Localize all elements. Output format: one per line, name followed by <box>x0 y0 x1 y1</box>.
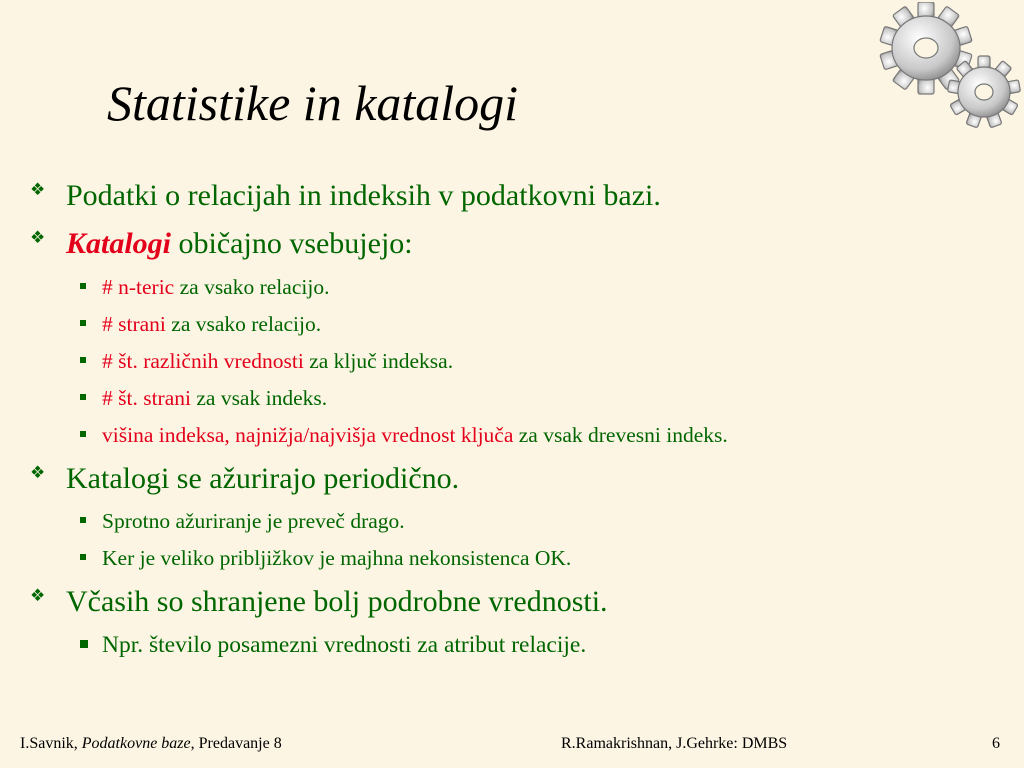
diamond-bullet-icon: ❖ <box>30 463 46 482</box>
bullet-level2 <box>80 632 586 659</box>
bullet-text: za vsak indeks. <box>190 386 328 410</box>
square-bullet-icon <box>80 357 86 363</box>
square-bullet-icon <box>80 554 86 560</box>
footer-course: Podatkovne baze <box>81 735 191 752</box>
bullet-text: Ker je veliko pribljižkov je majhna nekonsistenca OK. <box>102 546 572 570</box>
bullet-text: Npr. število posamezni vrednosti za atribut relacije. <box>102 632 587 658</box>
square-bullet-icon <box>80 283 86 289</box>
keyword-katalogi: Katalogi <box>66 227 172 260</box>
bullet-text: Katalogi se ažurirajo periodično. <box>66 462 460 495</box>
bullet-level2 <box>80 349 453 374</box>
bullet-level2 <box>80 509 405 534</box>
diamond-bullet-icon: ❖ <box>30 586 46 605</box>
bullet-text: za ključ indeksa. <box>303 349 454 373</box>
slide-title: Statistike in katalogi <box>107 75 519 131</box>
bullet-highlight: višina indeksa, najnižja/najvišja vrednost ključa <box>102 423 514 447</box>
footer-author: I.Savnik, Podatkovne baze, Predavanje 8 <box>20 735 282 752</box>
square-bullet-icon <box>80 320 86 326</box>
diamond-bullet-icon: ❖ <box>30 228 46 247</box>
diamond-bullet-icon: ❖ <box>30 180 46 199</box>
bullet-text: za vsako relacijo. <box>174 275 330 299</box>
square-bullet-icon <box>80 394 86 400</box>
bullet-level2 <box>80 423 728 448</box>
bullet-text: običajno vsebujejo: <box>171 227 413 260</box>
square-bullet-icon <box>80 517 86 523</box>
bullet-text: za vsak drevesni indeks. <box>513 423 728 447</box>
bullet-level1 <box>30 585 608 619</box>
bullet-level2 <box>80 386 327 411</box>
footer-source: R.Ramakrishnan, J.Gehrke: DMBS <box>561 735 788 752</box>
bullet-level2 <box>80 275 329 300</box>
bullet-highlight: # strani <box>102 312 166 336</box>
bullet-text: za vsako relacijo. <box>165 312 322 336</box>
bullet-text: Podatki o relacijah in indeksih v podatkovni bazi. <box>66 179 661 212</box>
bullet-level2 <box>80 546 571 571</box>
gears-icon <box>860 2 1024 132</box>
bullet-highlight: # št. različnih vrednosti <box>102 349 304 373</box>
bullet-level1 <box>30 462 459 496</box>
bullet-text: Sprotno ažuriranje je preveč drago. <box>102 509 405 533</box>
square-bullet-icon <box>80 640 88 648</box>
square-bullet-icon <box>80 431 86 437</box>
bullet-text: Včasih so shranjene bolj podrobne vrednosti. <box>66 585 608 618</box>
bullet-highlight: # št. strani <box>102 386 191 410</box>
bullet-level2 <box>80 312 321 337</box>
bullet-highlight: # n-teric <box>102 275 175 299</box>
bullet-level1 <box>30 179 661 213</box>
bullet-level1 <box>30 227 413 261</box>
page-number: 6 <box>992 735 1000 752</box>
